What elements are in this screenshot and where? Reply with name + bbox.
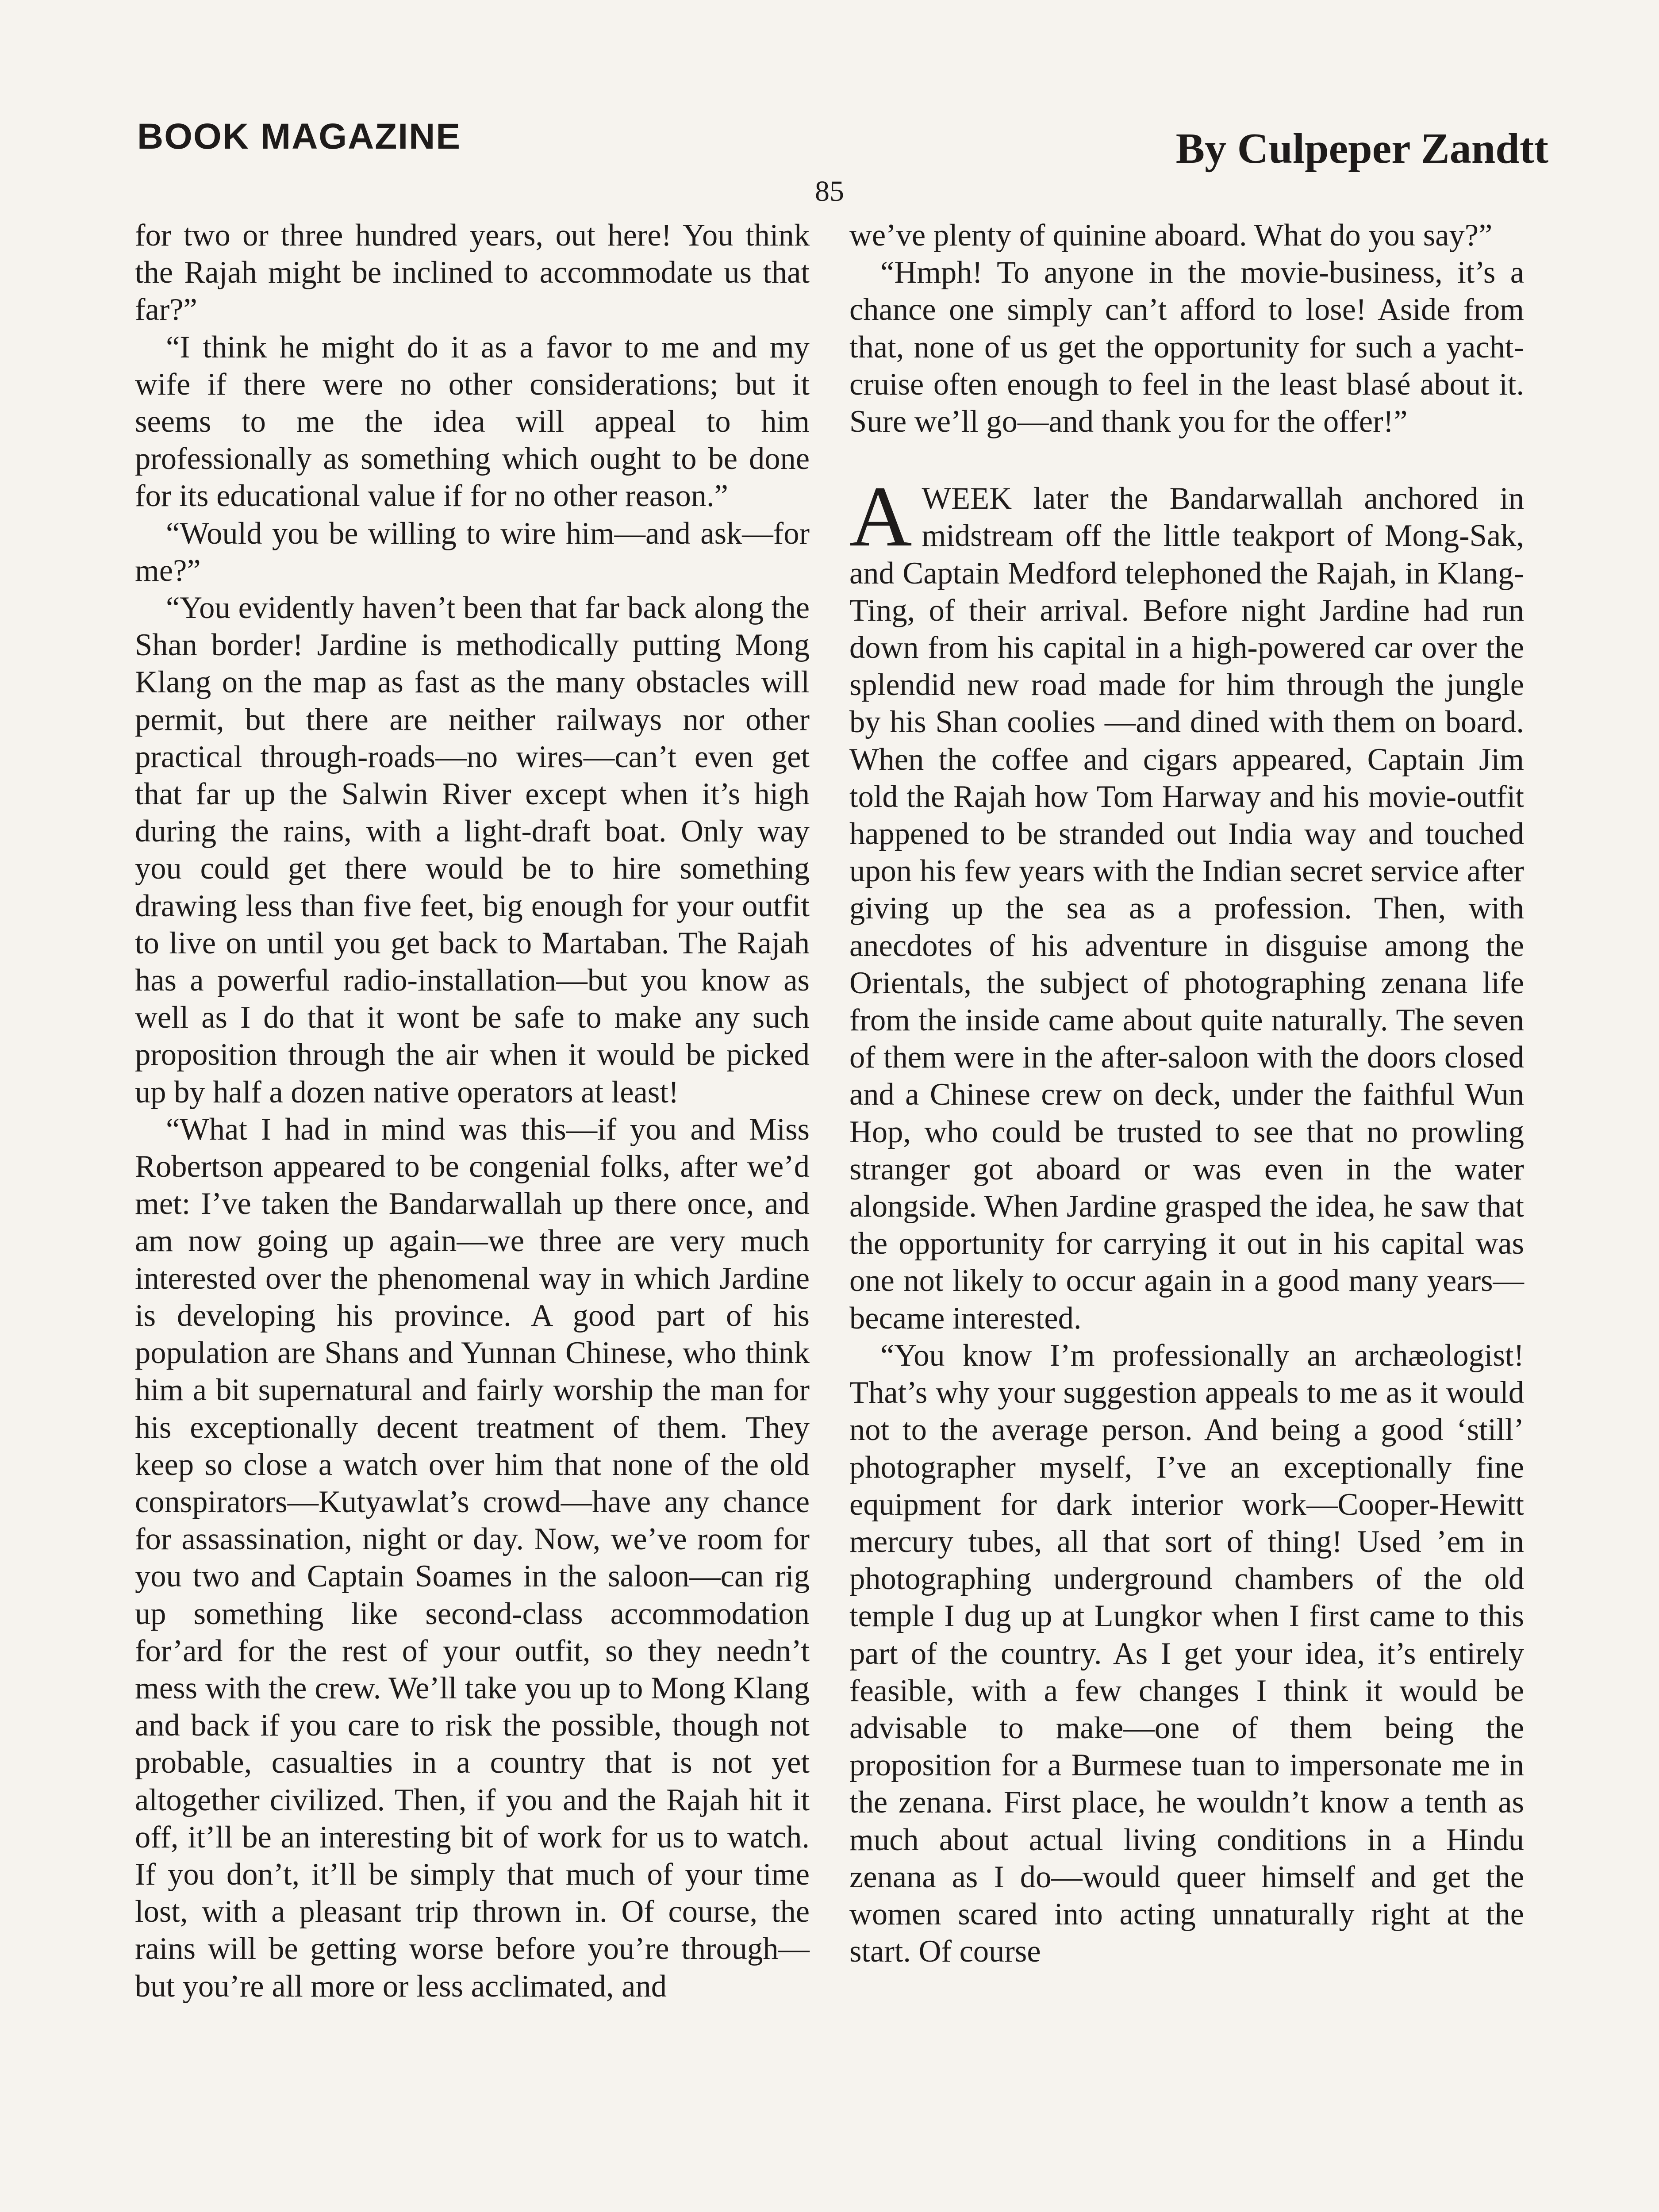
page-number: 85: [815, 175, 844, 207]
magazine-title: BOOK MAGAZINE: [137, 116, 461, 157]
section-break: [849, 440, 1524, 480]
paragraph: “You know I’m professionally an archæologist! That’s why your suggestion appeals to me as it would not to the average person. And being a good ‘still’ photographer myself, I’ve an exceptionally fine equipment for dark interior work—Cooper-Hewitt mercury tubes, all that sort of thing! Used ’em in photographing underground chambers of the old temple I dug up at Lungkor when I first came to this part of the country. As I get your idea, it’s entirely feasible, with a few changes I think it would be advisable to make—one of them being the proposition for a Burmese tuan to impersonate me in the zenana. First place, he wouldn’t know a tenth as much about actual living conditions in a Hindu zenana as I do—would queer himself and get the women scared into acting unnaturally right at the start. Of course: [849, 1338, 1524, 1969]
paragraph: “Hmph! To anyone in the movie-business, it’s a chance one simply can’t afford to lose! Aside from that, none of us get the opportunity for such a yacht-cruise often enough to feel in the least blasé about it. Sure we’ll go—and thank you for the offer!”: [849, 255, 1524, 439]
paragraph: “Would you be willing to wire him—and ask—for me?”: [135, 516, 810, 588]
right-column: [849, 217, 1524, 1970]
paragraph: “What I had in mind was this—if you and Miss Robertson appeared to be congenial folks, after we’d met: I’ve taken the Bandarwallah up there once, and am now going up again—we three are very much interested over the phenomenal way in which Jardine is developing his province. A good part of his population are Shans and Yunnan Chinese, who think him a bit supernatural and fairly worship the man for his exceptionally decent treatment of them. They keep so close a watch over him that none of the old conspirators—Kutyawlat’s crowd—have any chance for assassination, night or day. Now, we’ve room for you two and Captain Soames in the saloon—can rig up something like second-class accommodation for’ard for the rest of your outfit, so they needn’t mess with the crew. We’ll take you up to Mong Klang and back if you care to risk the possible, though not probable, casualties in a country that is not yet altogether civilized. Then, if you and the Rajah hit it off, it’ll be an interesting bit of work for us to watch. If you don’t, it’ll be simply that much of your time lost, with a pleasant trip thrown in. Of course, the rains will be getting worse before you’re through—but you’re all more or less acclimated, and: [135, 1112, 810, 2004]
paragraph: “I think he might do it as a favor to me and my wife if there were no other considerations; but it seems to me the idea will appeal to him professionally as something which ought to be done for its educational value if for no other reason.”: [135, 330, 810, 514]
left-column: [135, 217, 810, 2005]
section-opening-paragraph: AWEEK later the Bandarwallah anchored in midstream off the little teakport of Mong-Sak, and Captain Medford telephoned the Rajah, in Klang-Ting, of their arrival. Before night Jardine had run down from his capital in a high-powered car over the splendid new road made for him through the jungle by his Shan coolies —and dined with them on board. When the coffee and cigars appeared, Captain Jim told the Rajah how Tom Harway and his movie-outfit happened to be stranded out India way and touched upon his few years with the Indian secret service after giving up the sea as a profession. Then, with anecdotes of his adventure in disguise among the Orientals, the subject of photographing zenana life from the inside came about quite naturally. The seven of them were in the after-saloon with the doors closed and a Chinese crew on deck, under the faithful Wun Hop, who could be trusted to see that no prowling stranger got aboard or was even in the water alongside. When Jardine grasped the idea, he saw that the opportunity for carrying it out in his capital was one not likely to occur again in a good many years—became interested.: [849, 469, 1524, 1336]
author-byline: By Culpeper Zandtt: [1175, 125, 1548, 173]
paragraph: “You evidently haven’t been that far back along the Shan border! Jardine is methodically putting Mong Klang on the map as fast as the many obstacles will permit, but there are neither railways nor other practical through-roads—no wires—can’t even get that far up the Salwin River except when it’s high during the rains, with a light-draft boat. Only way you could get there would be to hire something drawing less than five feet, big enough for your outfit to live on until you get back to Martaban. The Rajah has a powerful radio-installation—but you know as well as I do that it wont be safe to make any such proposition through the air when it would be picked up by half a dozen native operators at least!: [135, 591, 810, 1110]
paragraph: for two or three hundred years, out here! You think the Rajah might be inclined to accommodate us that far?”: [135, 218, 810, 327]
paragraph: we’ve plenty of quinine aboard. What do you say?”: [849, 218, 1493, 253]
